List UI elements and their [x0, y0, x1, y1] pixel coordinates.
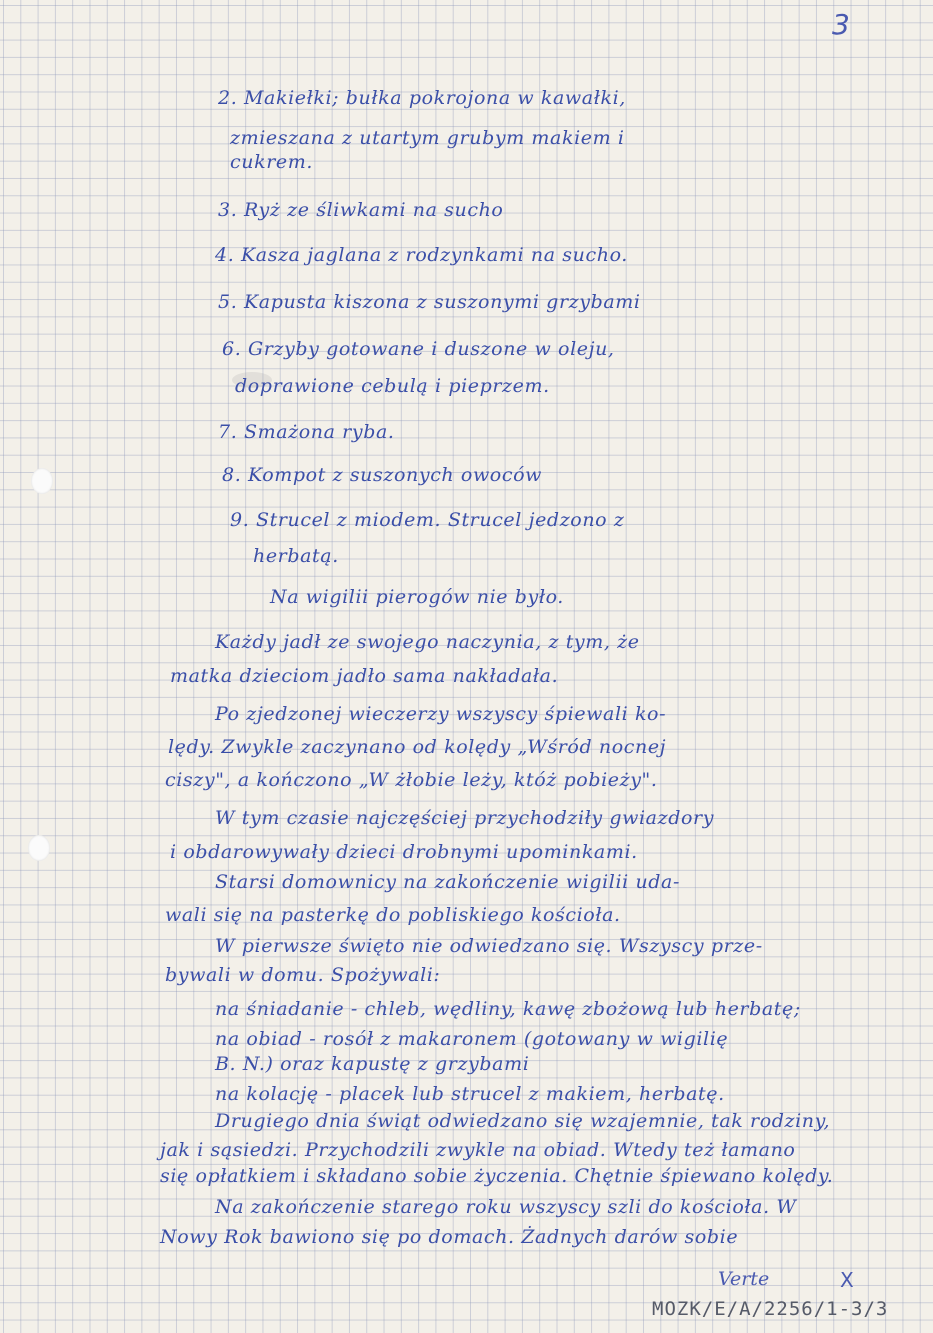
text-line: Starsi domownicy na zakończenie wigilii uda-	[215, 871, 680, 893]
text-line: zmieszana z utartym grubym makiem i	[230, 127, 625, 149]
punch-hole	[28, 835, 50, 861]
text-line: 7. Smażona ryba.	[218, 421, 395, 443]
text-line: 9. Strucel z miodem. Strucel jedzono z	[230, 509, 625, 531]
text-line: 3. Ryż ze śliwkami na sucho	[218, 199, 504, 221]
text-line: wali się na pasterkę do pobliskiego kościoła.	[165, 904, 621, 926]
text-line: Każdy jadł ze swojego naczynia, z tym, że	[215, 631, 640, 653]
text-line: 4. Kasza jaglana z rodzynkami na sucho.	[215, 244, 628, 266]
text-line: lędy. Zwykle zaczynano od kolędy „Wśród nocnej	[168, 736, 667, 758]
text-line: bywali w domu. Spożywali:	[165, 964, 441, 986]
text-line: 8. Kompot z suszonych owoców	[222, 464, 542, 486]
text-line: 5. Kapusta kiszona z suszonymi grzybami	[218, 291, 641, 313]
page-number: 3	[832, 8, 850, 41]
text-line: Nowy Rok bawiono się po domach. Żadnych darów sobie	[160, 1226, 739, 1248]
text-line: 6. Grzyby gotowane i duszone w oleju,	[222, 338, 615, 360]
archive-signature: MOZK/E/A/2256/1-3/3	[652, 1298, 889, 1320]
text-line: doprawione cebulą i pieprzem.	[235, 375, 550, 397]
punch-hole	[31, 468, 53, 494]
text-line: matka dzieciom jadło sama nakładała.	[170, 665, 559, 687]
text-line: jak i sąsiedzi. Przychodzili zwykle na obiad. Wtedy też łamano	[160, 1139, 796, 1161]
text-line: Po zjedzonej wieczerzy wszyscy śpiewali ko-	[215, 703, 667, 725]
text-line: na śniadanie - chleb, wędliny, kawę zbożową lub herbatę;	[215, 998, 801, 1020]
text-line: Drugiego dnia świąt odwiedzano się wzajemnie, tak rodziny,	[215, 1110, 831, 1132]
verte-note: Verte	[718, 1268, 770, 1290]
text-line: Na wigilii pierogów nie było.	[270, 586, 564, 608]
text-line: B. N.) oraz kapustę z grzybami	[215, 1053, 530, 1075]
text-line: W tym czasie najczęściej przychodziły gwiazdory	[215, 807, 715, 829]
text-line: i obdarowywały dzieci drobnymi upominkami.	[170, 841, 638, 863]
text-line: ciszy", a kończono „W żłobie leży, któż pobieży".	[165, 769, 658, 791]
text-line: Na zakończenie starego roku wszyscy szli do kościoła. W	[215, 1196, 797, 1218]
text-line: herbatą.	[253, 545, 339, 567]
x-mark: X	[840, 1268, 854, 1292]
text-line: cukrem.	[230, 151, 313, 173]
text-line: na obiad - rosół z makaronem (gotowany w wigilię	[215, 1028, 729, 1050]
text-line: W pierwsze święto nie odwiedzano się. Wszyscy prze-	[215, 935, 763, 957]
text-line: 2. Makiełki; bułka pokrojona w kawałki,	[218, 87, 626, 109]
text-line: się opłatkiem i składano sobie życzenia. Chętnie śpiewano kolędy.	[160, 1165, 834, 1187]
text-line: na kolację - placek lub strucel z makiem, herbatę.	[215, 1083, 725, 1105]
